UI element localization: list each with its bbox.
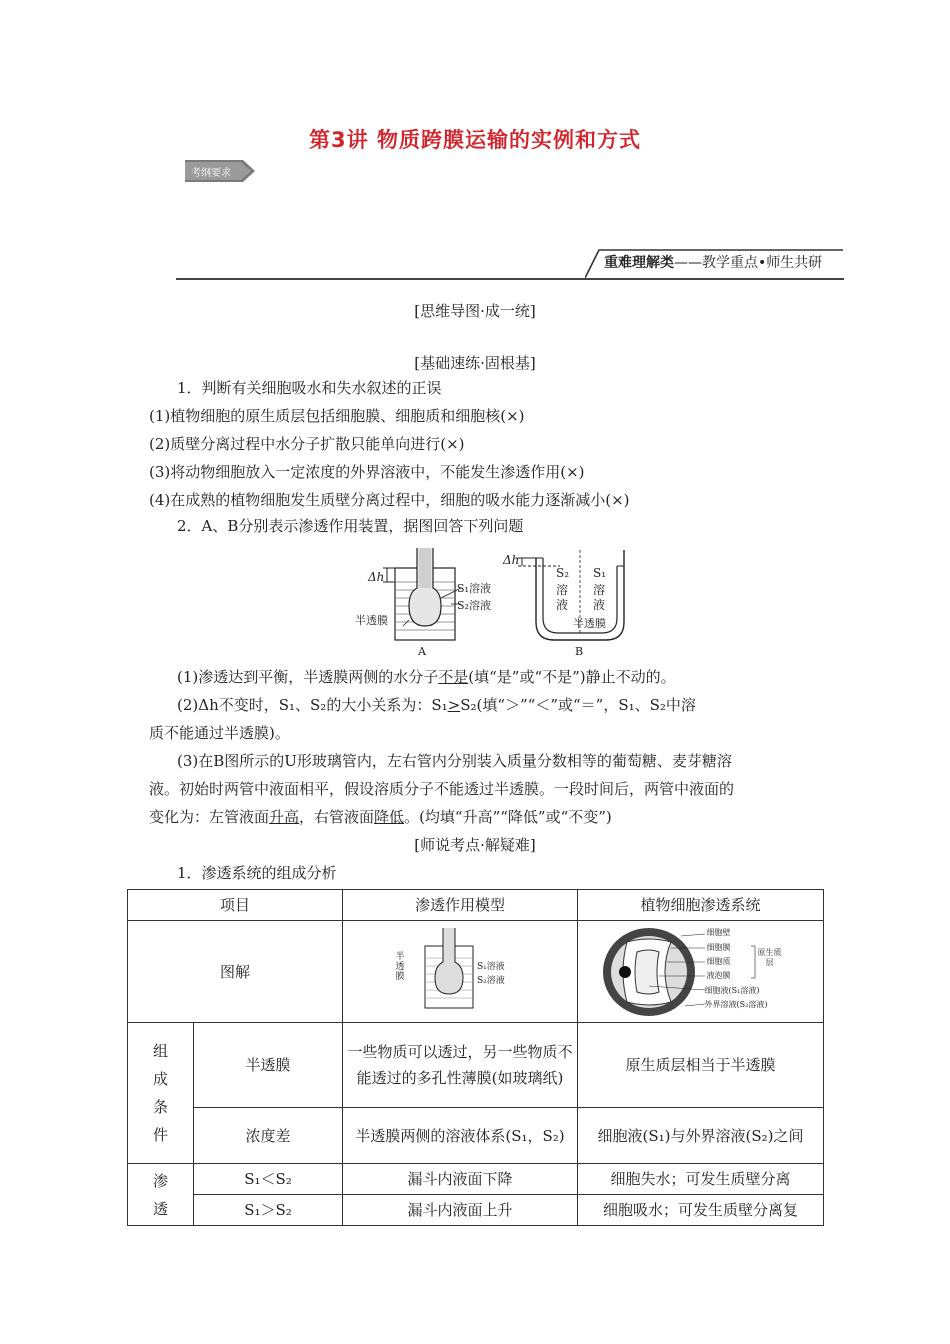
answer-blank: > <box>447 696 461 714</box>
membrane-model-cell: 一些物质可以透过，另一些物质不能透过的多孔性薄膜(如玻璃纸) <box>343 1023 578 1108</box>
cell-diagram-cell <box>578 921 824 1023</box>
gt-model-cell: 漏斗内液面上升 <box>343 1195 578 1226</box>
osmosis-model-diagram <box>395 928 525 1016</box>
q2-answer-2-cont: 质不能通过半透膜)。 <box>149 724 290 742</box>
q2-stem: 2．A、B分别表示渗透作用装置，据图回答下列问题 <box>177 517 524 535</box>
model-diagram-cell <box>343 921 578 1023</box>
row-label: S₁＜S₂ <box>194 1164 343 1195</box>
fig-a-membrane: 半透膜 <box>355 614 388 627</box>
fig-b-rong-right: 溶 <box>593 583 606 597</box>
cell-wall-label: 细胞壁 <box>706 927 731 937</box>
answer-blank: 降低 <box>374 808 405 826</box>
section-bar-sub: ——教学重点•师生共研 <box>674 255 823 271</box>
syllabus-tag <box>185 160 255 182</box>
conc-model-cell: 半透膜两侧的溶液体系(S₁，S₂) <box>343 1108 578 1164</box>
cell-sap-label: 细胞液(S₁溶液) <box>704 985 760 995</box>
fig-a-s2: S₂溶液 <box>457 599 491 612</box>
table-header: 渗透作用模型 <box>343 890 578 921</box>
fig-b-ye-left: 液 <box>556 598 569 612</box>
section-bar-main: 重难理解类 <box>604 255 674 271</box>
table-row <box>128 1195 824 1226</box>
protoplast-layer-label: 原生质层 <box>757 947 782 967</box>
mindmap-heading: [思维导图·成一统] <box>414 302 536 320</box>
fig-b-ye-right: 液 <box>593 598 606 612</box>
fig-b-membrane: 半透膜 <box>573 617 606 630</box>
vacuole-membrane-label: 液泡膜 <box>706 970 731 980</box>
osmosis-system-table <box>127 889 824 1226</box>
section-bar <box>604 252 822 272</box>
fig-b-s2: S₂ <box>556 566 570 580</box>
q1-item: (1)植物细胞的原生质层包括细胞膜、细胞质和细胞核(×) <box>149 407 525 425</box>
answer-blank: 不是 <box>438 668 469 686</box>
q2-answer-3-l2: 液。初始时两管中液面相平，假设溶质分子不能透过半透膜。一段时间后，两管中液面的 <box>149 780 735 798</box>
table-header: 项目 <box>128 890 343 921</box>
fig-b-s1: S₁ <box>593 566 607 580</box>
tag-label: 考纲要求 <box>191 168 231 179</box>
row-label: 半透膜 <box>194 1023 343 1108</box>
table-row <box>128 1023 824 1108</box>
practice-heading: [基础速练·固根基] <box>414 354 536 372</box>
fig-b-rong-left: 溶 <box>556 583 569 597</box>
section-divider <box>176 278 844 280</box>
row-label: S₁＞S₂ <box>194 1195 343 1226</box>
teacher-heading: [师说考点·解疑难] <box>414 836 536 854</box>
fig-b-label: B <box>575 645 584 658</box>
conc-plant-cell: 细胞液(S₁)与外界溶液(S₂)之间 <box>578 1108 824 1164</box>
row-label: 图解 <box>128 921 343 1023</box>
q2-answer-1: (1)渗透达到平衡，半透膜两侧的水分子不是(填“是”或“不是”)静止不动的。 <box>177 668 676 686</box>
model-s1-label: S₁溶液 <box>477 961 505 972</box>
q1-item: (2)质壁分离过程中水分子扩散只能单向进行(×) <box>149 435 465 453</box>
table-header: 植物细胞渗透系统 <box>578 890 824 921</box>
lt-plant-cell: 细胞失水；可发生质壁分离 <box>578 1164 824 1195</box>
q2-answer-3-l3: 变化为：左管液面升高，右管液面降低。(均填“升高”“降低”或“不变”) <box>149 808 612 826</box>
group-label-osmosis: 渗透 <box>128 1164 194 1226</box>
lt-model-cell: 漏斗内液面下降 <box>343 1164 578 1195</box>
q1-item: (4)在成熟的植物细胞发生质壁分离过程中，细胞的吸水能力逐渐减小(×) <box>149 491 630 509</box>
fig-a-label: A <box>418 645 426 658</box>
table-row <box>128 1164 824 1195</box>
fig-b-dh: Δh <box>503 553 520 567</box>
cytoplasm-label: 细胞质 <box>706 956 731 966</box>
model-s2-label: S₂溶液 <box>477 975 505 986</box>
row-label: 浓度差 <box>194 1108 343 1164</box>
external-solution-label: 外界溶液(S₂溶液) <box>704 999 768 1009</box>
table-row <box>128 1108 824 1164</box>
table-header-row <box>128 890 824 921</box>
membrane-plant-cell: 原生质层相当于半透膜 <box>578 1023 824 1108</box>
group-label-conditions: 组成条件 <box>128 1023 194 1164</box>
model-membrane-label: 半透膜 <box>395 951 405 982</box>
page-title: 第3讲 物质跨膜运输的实例和方式 <box>309 128 641 152</box>
section-1-title: 1．渗透系统的组成分析 <box>177 864 337 882</box>
plant-cell-diagram <box>601 926 801 1018</box>
fig-a-s1: S₁溶液 <box>457 582 491 595</box>
table-row <box>128 921 824 1023</box>
q2-answer-3-l1: (3)在B图所示的U形玻璃管内，左右管内分别装入质量分数相等的葡萄糖、麦芽糖溶 <box>177 752 732 770</box>
gt-plant-cell: 细胞吸水；可发生质壁分离复 <box>578 1195 824 1226</box>
q1-item: (3)将动物细胞放入一定浓度的外界溶液中，不能发生渗透作用(×) <box>149 463 585 481</box>
q1-stem: 1．判断有关细胞吸水和失水叙述的正误 <box>177 379 442 397</box>
fig-a-dh: Δh <box>368 570 385 584</box>
answer-blank: 升高 <box>269 808 300 826</box>
q2-answer-2: (2)Δh不变时，S₁、S₂的大小关系为：S₁>S₂(填“＞”“＜”或“＝”，S₁、S₂中溶 <box>177 696 696 714</box>
cell-membrane-label: 细胞膜 <box>706 942 731 952</box>
